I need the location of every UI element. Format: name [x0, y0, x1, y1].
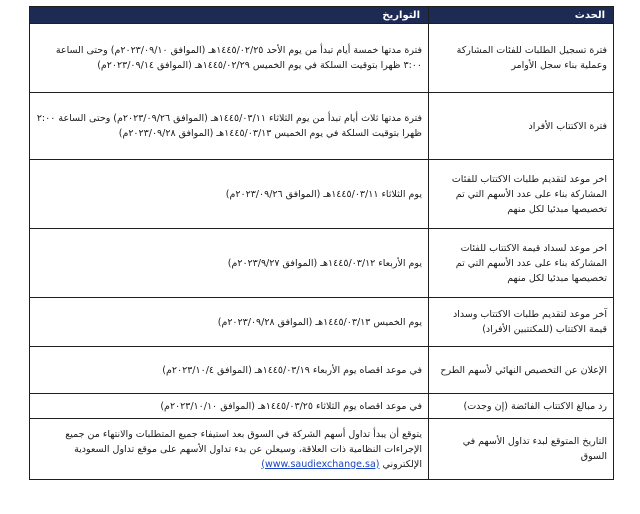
date-cell: [30, 419, 429, 480]
date-cell: يوم الثلاثاء ١٤٤٥/٠٣/١١هـ (الموافق ٢٠٢٣/٠٩/٢٦م): [30, 160, 429, 229]
event-cell: الإعلان عن التخصيص النهائي لأسهم الطرح: [429, 347, 614, 394]
header-dates: التواريخ: [30, 7, 429, 24]
event-cell: فترة الاكتتاب الأفراد: [429, 93, 614, 160]
event-cell: التاريخ المتوقع لبدء تداول الأسهم في السوق: [429, 419, 614, 480]
event-cell: اخر موعد لتقديم طلبات الاكتتاب للفئات المشاركة بناء على عدد الأسهم التي تم تخصيصها مبدئيا لكل منهم: [429, 160, 614, 229]
table-row: [30, 24, 614, 93]
event-cell: رد مبالغ الاكتتاب الفائضة (إن وجدت): [429, 394, 614, 419]
event-cell: فترة تسجيل الطلبات للفئات المشاركة وعملية بناء سجل الأوامر: [429, 24, 614, 93]
event-cell: اخر موعد لسداد قيمة الاكتتاب للفئات المشاركة بناء على عدد الأسهم التي تم تخصيصها مبدئيا لكل منهم: [429, 229, 614, 298]
table-row: [30, 93, 614, 160]
table-header-row: [30, 7, 614, 24]
saudi-exchange-link[interactable]: (www.saudiexchange.sa): [261, 458, 380, 470]
date-cell: فترة مدتها خمسة أيام تبدأ من يوم الأحد ١٤٤٥/٠٢/٢٥هـ (الموافق ٢٠٢٣/٠٩/١٠م) وحتى الساعة ٣:٠٠ ظهرا بتوقيت السلكة في يوم الخميس ١٤٤٥/٠٢/٢٩هـ (الموافق ٢٠٢٣/٠٩/١٤م): [30, 24, 429, 93]
table-row: [30, 298, 614, 347]
event-cell: آخر موعد لتقديم طلبات الاكتتاب وسداد قيمة الاكتتاب (للمكتتبين الأفراد): [429, 298, 614, 347]
date-cell: في موعد اقصاه يوم الثلاثاء ١٤٤٥/٠٣/٢٥هـ (الموافق ٢٠٢٣/١٠/١٠م): [30, 394, 429, 419]
table-row: [30, 160, 614, 229]
date-text: يتوقع أن يبدأ تداول أسهم الشركة في السوق بعد استيفاء جميع المتطلبات والانتهاء من جميع الإجراءات النظامية ذات العلاقة، وسيعلن عن بدء تداول الأسهم على موقع تداول السعودية الإلكتروني: [65, 428, 422, 470]
date-cell: يوم الأربعاء ١٤٤٥/٠٣/١٢هـ (الموافق ٢٠٢٣/٩/٢٧م): [30, 229, 429, 298]
date-cell: فترة مدتها ثلاث أيام تبدأ من يوم الثلاثاء ١٤٤٥/٠٣/١١هـ (الموافق ٢٠٢٣/٠٩/٢٦م) وحتى الساعة ٢:٠٠ ظهرا بتوقيت السلكة في يوم الخميس ١٤٤٥/٠٣/١٣هـ (الموافق ٢٠٢٣/٠٩/٢٨م): [30, 93, 429, 160]
table-row: [30, 419, 614, 480]
offering-timetable: [29, 6, 614, 480]
date-cell: يوم الخميس ١٤٤٥/٠٣/١٣هـ (الموافق ٢٠٢٣/٠٩/٢٨م): [30, 298, 429, 347]
header-event: الحدث: [429, 7, 614, 24]
date-cell: في موعد اقصاه يوم الأربعاء ١٤٤٥/٠٣/١٩هـ (الموافق ٢٠٢٣/١٠/٤م): [30, 347, 429, 394]
table-row: [30, 229, 614, 298]
table-row: [30, 394, 614, 419]
table-row: [30, 347, 614, 394]
